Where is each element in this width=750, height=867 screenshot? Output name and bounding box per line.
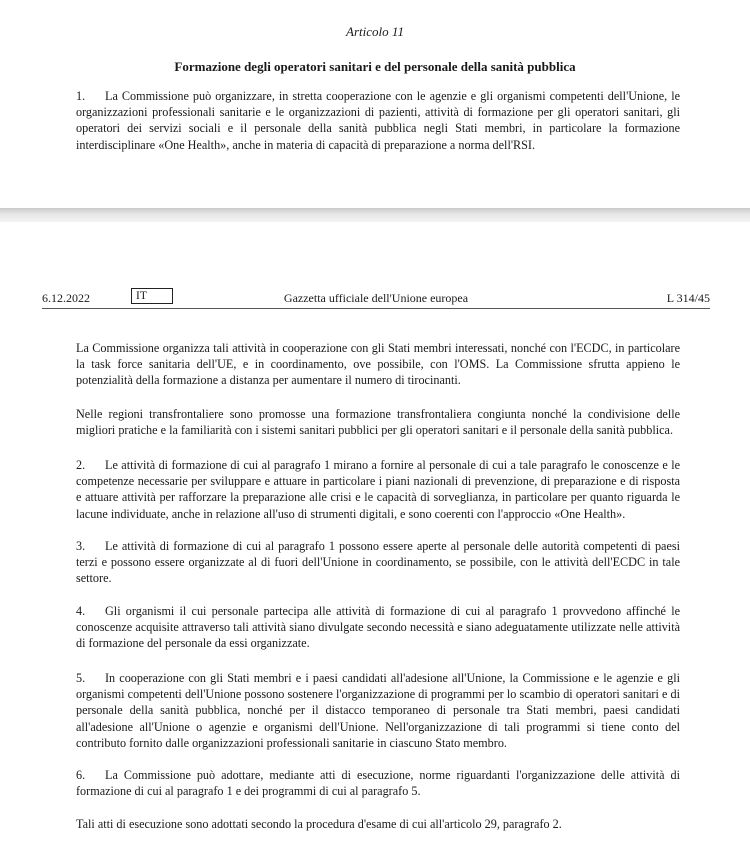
article-title: Formazione degli operatori sanitari e del personale della sanità pubblica (174, 59, 576, 74)
header-rule (42, 308, 710, 309)
journal-header (42, 290, 710, 308)
paragraph-number: 3. (76, 539, 86, 553)
paragraph-text: Le attività di formazione di cui al paragrafo 1 mirano a fornire al personale di cui a tale paragrafo le conoscenze e le competenze necessarie per sviluppare e attuare in particolare i piani nazionali di prevenzione, di preparazione e di risposta e attuare attività per rafforzare la preparazione alle crisi e le capacità di sorveglianza, in particolare per quanto riguarda le lacune individuate, anche in relazione all'uso di strumenti digitali, e sono coerenti con l'approccio «One Health». (76, 458, 680, 521)
paragraph-text: Gli organismi il cui personale partecipa alle attività di formazione di cui al paragrafo 1 provvedono affinché le conoscenze acquisite attraverso tali attività siano divulgate secondo necessità e siano adeguatamente utilizzate nelle attività di formazione del personale da essi organizzate. (76, 604, 680, 651)
paragraph-text: La Commissione può adottare, mediante atti di esecuzione, norme riguardanti l'organizzazione delle attività di formazione di cui al paragrafo 1 e dei programmi di cui al paragrafo 5. (76, 768, 680, 799)
paragraph-1 (76, 88, 680, 153)
paragraph-number: 2. (76, 458, 86, 472)
paragraph-6 (76, 767, 680, 799)
paragraph-4 (76, 603, 680, 652)
paragraph-text: La Commissione può organizzare, in stretta cooperazione con le agenzie e gli organismi competenti dell'Unione, le organizzazioni professionali sanitarie e le organizzazioni di pazienti, attività di formazione per gli operatori sanitari, gli operatori dei servizi sociali e il personale della sanità pubblica negli Stati membri, in particolare la formazione interdisciplinare «One Health», anche in materia di capacità di preparazione a norma dell'RSI. (76, 89, 680, 152)
publication-date: 6.12.2022 (42, 291, 90, 305)
paragraph-number: 6. (76, 768, 86, 782)
paragraph-number: 1. (76, 89, 86, 103)
journal-title: Gazzetta ufficiale dell'Unione europea (283, 291, 469, 305)
paragraph-1-continued: La Commissione organizza tali attività in cooperazione con gli Stati membri interessati, nonché con l'ECDC, in particolare la task force sanitaria dell'UE, e in coordinamento, ove possibile, con l'OMS. La Commissione sfrutta appieno le potenzialità della formazione a distanza per aumentare il numero di tirocinanti. (76, 341, 680, 388)
paragraph-text: In cooperazione con gli Stati membri e i paesi candidati all'adesione all'Unione, la Commissione e le agenzie e gli organismi competenti dell'Unione possono sostenere l'organizzazione di programmi per lo scambio di operatori sanitari e di personale della sanità pubblica, nonché per il distacco temporaneo di personale tra Stati membri, paesi candidati all'adesione all'Unione o agenzie e organismi dell'Unione. Nell'organizzazione di tali programmi si tiene conto del contributo fornito dalle organizzazioni professionali sanitarie in ciascuno Stato membro. (76, 671, 680, 750)
paragraph-number: 4. (76, 604, 86, 618)
paragraph-6-procedure: Tali atti di esecuzione sono adottati secondo la procedura d'esame di cui all'articolo 29, paragrafo 2. (76, 817, 562, 831)
paragraph-3 (76, 538, 680, 587)
paragraph-1-cross-border: Nelle regioni transfrontaliere sono promosse una formazione transfrontaliera congiunta nonché la condivisione delle migliori pratiche e la familiarità con i sistemi sanitari pubblici per gli operatori sanitari e il personale della sanità pubblica. (76, 407, 680, 438)
paragraph-number: 5. (76, 671, 86, 685)
page-reference: L 314/45 (666, 291, 710, 305)
language-badge: IT (131, 288, 173, 304)
article-number: Articolo 11 (346, 24, 404, 39)
page-separator (0, 208, 750, 222)
paragraph-5 (76, 670, 680, 751)
paragraph-text: Le attività di formazione di cui al paragrafo 1 possono essere aperte al personale delle autorità competenti di paesi terzi e possono essere organizzate al di fuori dell'Unione in coordinamento, se possibile, con le attività dell'ECDC in tale settore. (76, 539, 680, 586)
paragraph-2 (76, 457, 680, 522)
